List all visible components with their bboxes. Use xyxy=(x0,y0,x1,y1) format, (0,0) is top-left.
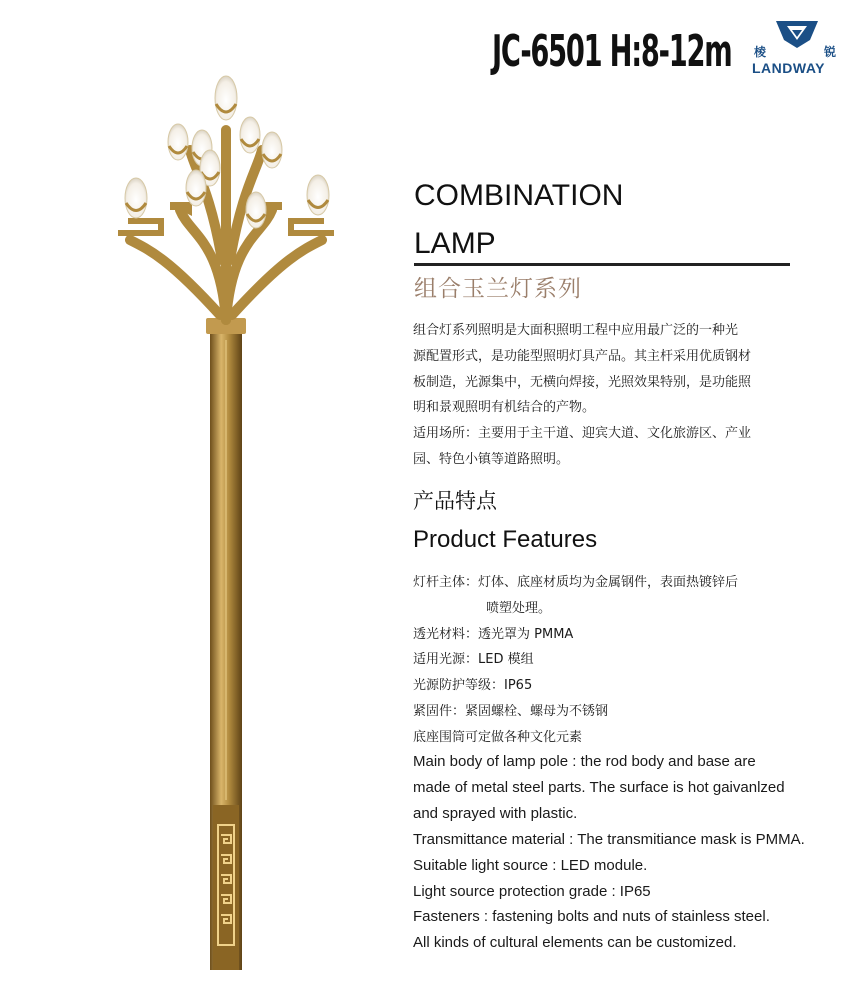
spec-item-en: Fasteners : fastening bolts and nuts of stainless steel. xyxy=(413,908,770,926)
intro-paragraph xyxy=(413,318,813,473)
intro-line: 组合灯系列照明是大面积照明工程中应用最广泛的一种光 xyxy=(413,323,739,338)
spec-item: 灯杆主体：灯体、底座材质均为金属钢件，表面热镀锌后 xyxy=(413,575,739,590)
title-line-1: COMBINATION xyxy=(414,179,624,212)
intro-line: 板制造，光源集中，无横向焊接，光照效果特别，是功能照 xyxy=(413,374,752,390)
features-heading-cn: 产品特点 xyxy=(413,489,497,513)
spec-item-en: Suitable light source : LED module. xyxy=(413,856,648,874)
spec-item: 透光材料：透光罩为 PMMA xyxy=(413,626,574,642)
spec-item: 适用光源：LED 模组 xyxy=(413,652,534,668)
spec-item-en: Main body of lamp pole : the rod body and base are xyxy=(413,753,756,770)
brand-logo xyxy=(752,18,842,78)
intro-line: 明和景观照明有机结合的产物。 xyxy=(413,400,596,416)
spec-item: 光源防护等级：IP65 xyxy=(413,678,533,694)
spec-item-en: Light source protection grade : IP65 xyxy=(413,882,651,900)
intro-line: 源配置形式，是功能型照明灯具产品。其主杆采用优质钢材 xyxy=(413,348,752,364)
lamp-illustration xyxy=(110,60,370,980)
intro-line: 园、特色小镇等道路照明。 xyxy=(413,451,570,467)
spec-item: 喷塑处理。 xyxy=(486,600,552,616)
spec-item-en: made of metal steel parts. The surface is hot gaivanlzed xyxy=(413,778,785,796)
spec-list-cn xyxy=(413,570,843,751)
intro-line: 适用场所：主要用于主干道、迎宾大道、文化旅游区、产业 xyxy=(413,426,752,442)
spec-item: 紧固件：紧固螺栓、螺母为不锈钢 xyxy=(413,703,609,719)
spec-item: 底座围筒可定做各种文化元素 xyxy=(413,729,583,745)
logo-cn-right: 锐 xyxy=(824,45,837,59)
title-line-2: LAMP xyxy=(414,227,496,260)
logo-text: LANDWAY xyxy=(752,60,825,76)
series-title: 组合玉兰灯系列 xyxy=(414,276,582,302)
features-heading-en: Product Features xyxy=(413,526,598,553)
title-divider xyxy=(414,263,790,266)
spec-list-en xyxy=(413,749,853,956)
spec-item-en: All kinds of cultural elements can be customized. xyxy=(413,934,737,952)
spec-item-en: Transmittance material : The transmitiance mask is PMMA. xyxy=(413,830,805,848)
spec-item-en: and sprayed with plastic. xyxy=(413,804,578,822)
product-title xyxy=(414,176,623,264)
model-title: JC-6501 H:8-12m xyxy=(492,26,732,77)
logo-cn-left: 棱 xyxy=(754,45,767,59)
